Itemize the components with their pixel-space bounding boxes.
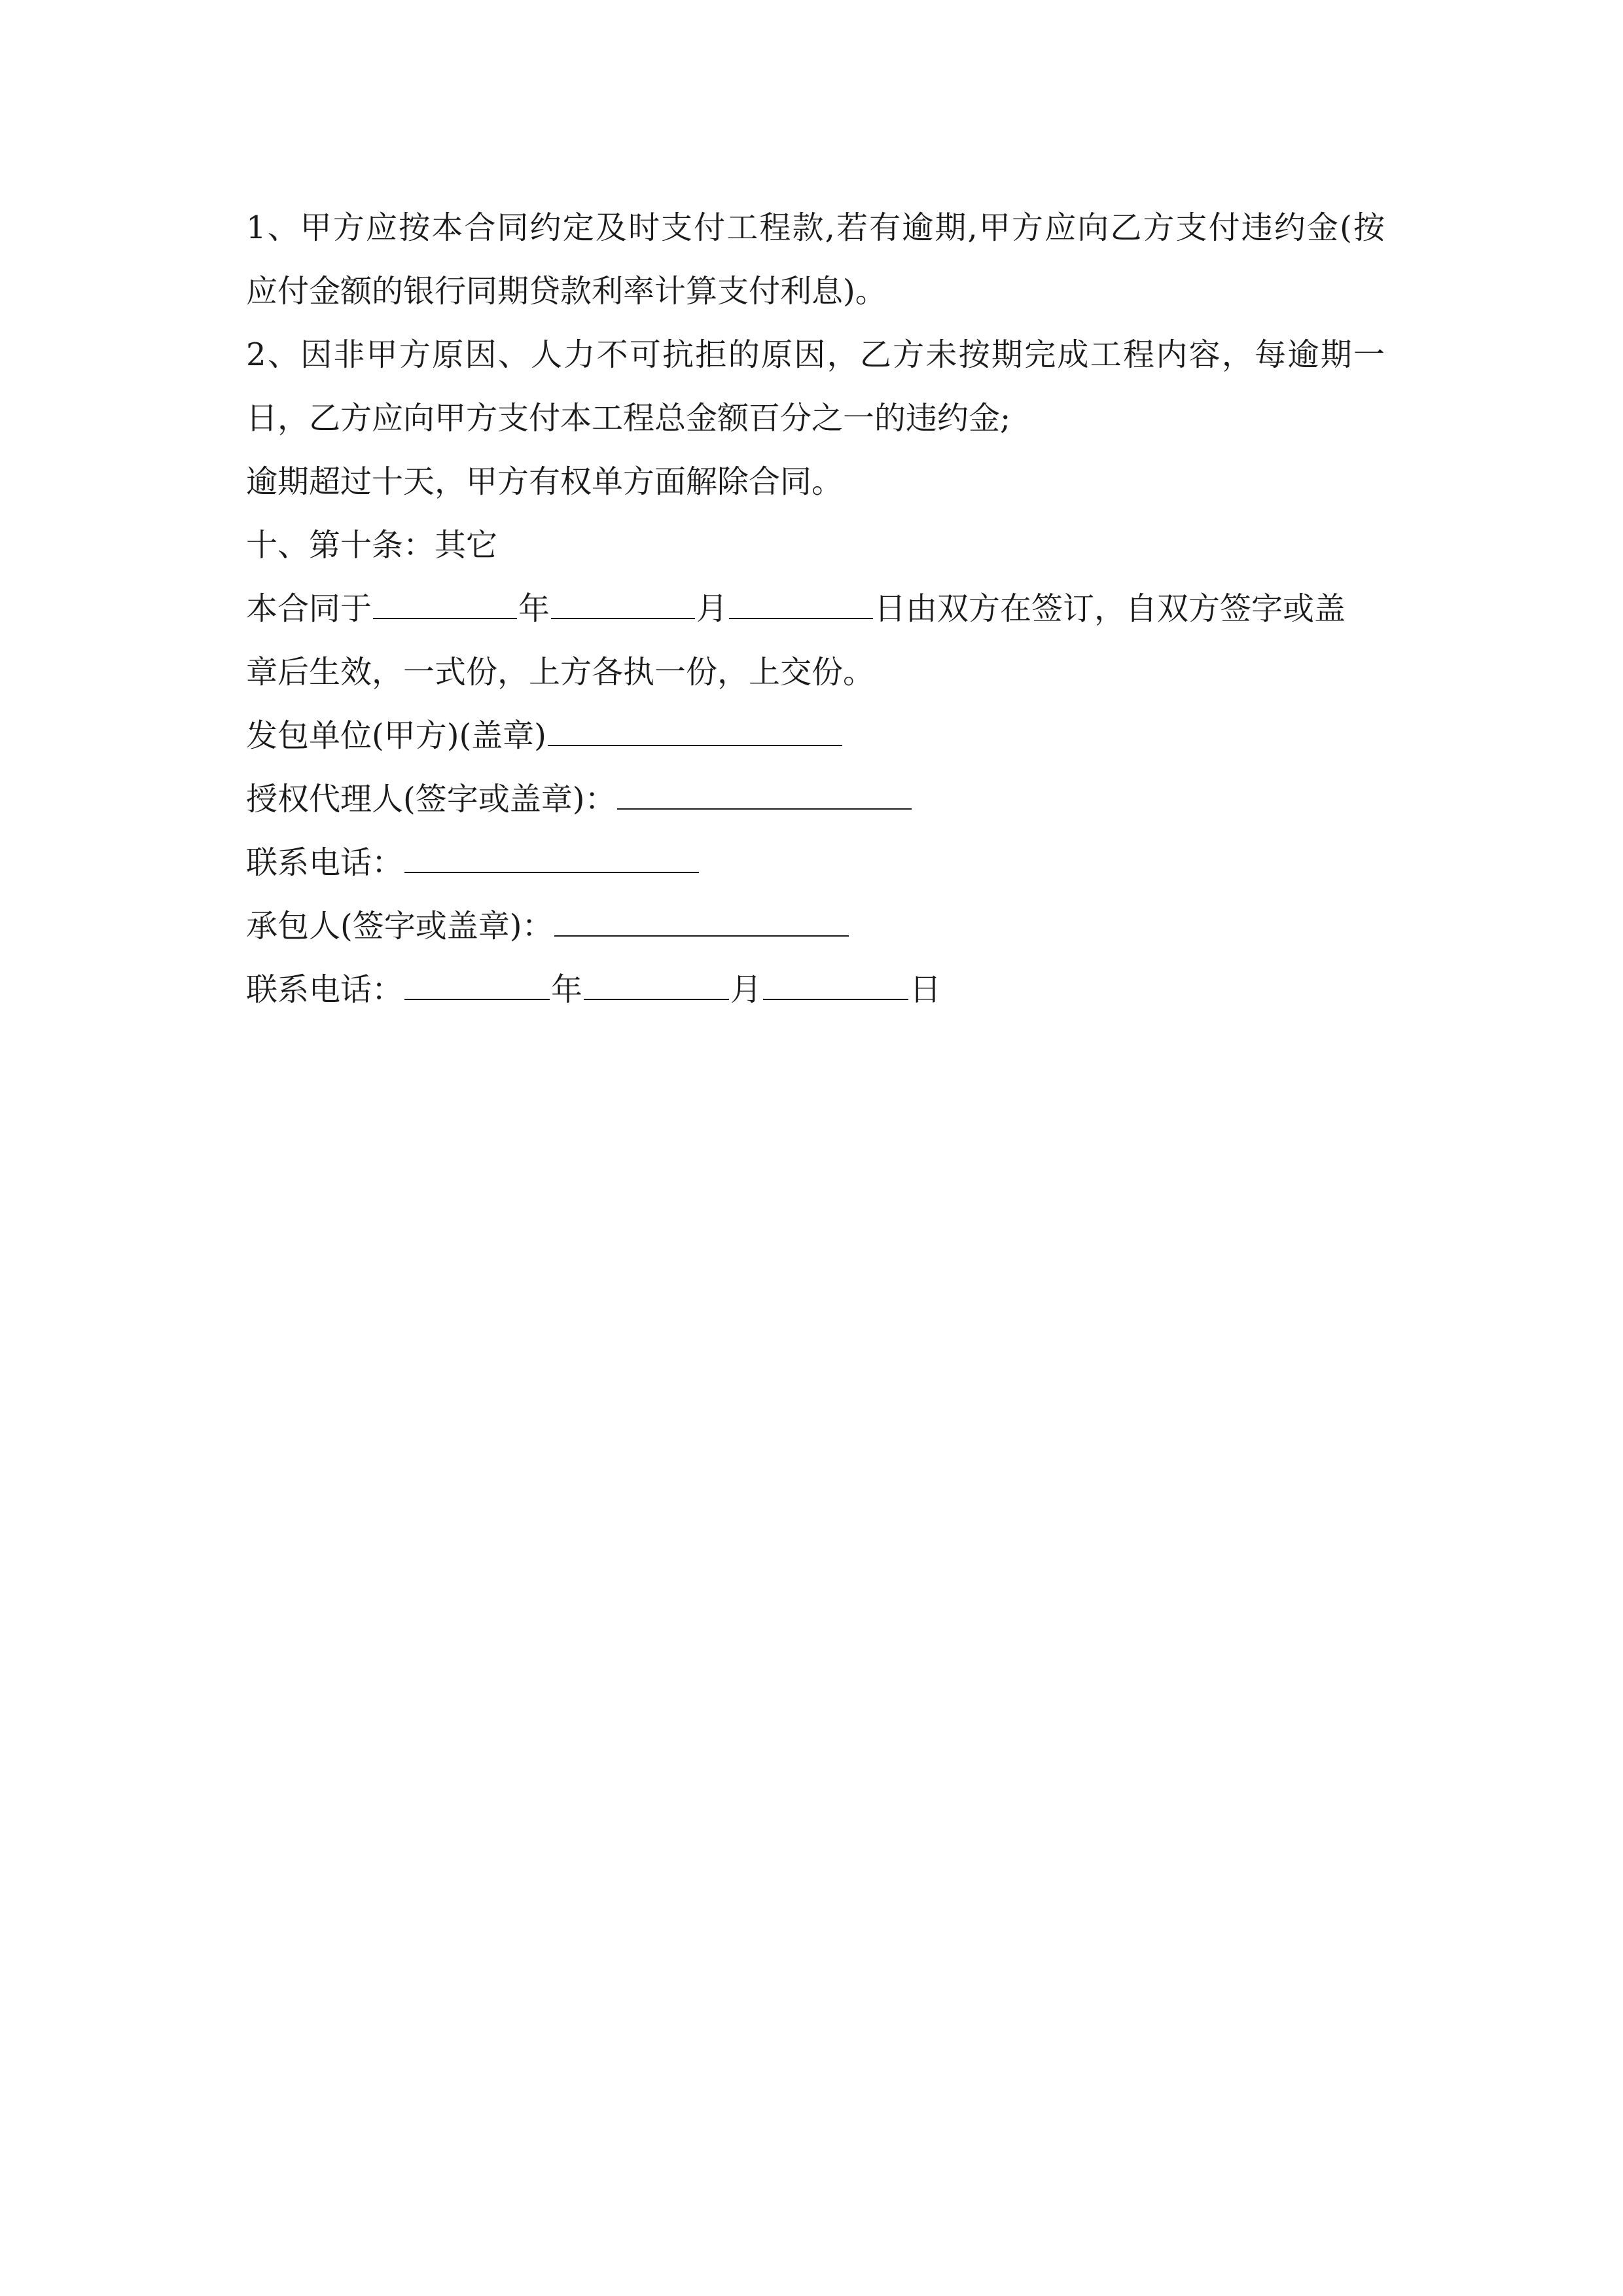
- sign-year-label: 年: [551, 971, 583, 1008]
- contractor-signature-line: [246, 895, 1385, 958]
- employer-phone-line: [246, 831, 1385, 895]
- sign-year-blank[interactable]: [404, 958, 550, 1000]
- effective-date-line: [246, 577, 1385, 641]
- clause-2-line-1: 2、因非甲方原因、人力不可抗拒的原因，乙方未按期完成工程内容，每逾期一: [246, 336, 1385, 373]
- effective-prefix: 本合同于: [246, 590, 372, 627]
- employer-seal-blank[interactable]: [548, 704, 842, 746]
- contractor-label: 承包人(签字或盖章)：: [246, 908, 554, 944]
- clause-2-line-3: 逾期超过十天，甲方有权单方面解除合同。: [246, 463, 844, 500]
- clause-1-line-2: 应付金额的银行同期贷款利率计算支付利息)。: [246, 273, 887, 310]
- effective-suffix: 日由双方在签订，自双方签字或盖: [874, 590, 1346, 627]
- contractor-phone-date-line: [246, 958, 1385, 1022]
- month-label: 月: [696, 590, 728, 627]
- sign-day-label: 日: [910, 971, 942, 1008]
- employer-phone-blank[interactable]: [404, 831, 699, 873]
- clause-1-line-1: 1、甲方应按本合同约定及时支付工程款,若有逾期,甲方应向乙方支付违约金(按: [246, 209, 1385, 246]
- month-blank[interactable]: [551, 577, 695, 619]
- year-label: 年: [518, 590, 550, 627]
- agent-signature-line: [246, 768, 1385, 831]
- sign-month-label: 月: [730, 971, 762, 1008]
- article-10-heading: 十、第十条：其它: [246, 527, 498, 564]
- sign-month-blank[interactable]: [584, 958, 729, 1000]
- contractor-signature-blank[interactable]: [554, 895, 849, 937]
- agent-label: 授权代理人(签字或盖章)：: [246, 781, 616, 817]
- phone-label-1: 联系电话：: [246, 844, 404, 881]
- day-blank[interactable]: [729, 577, 873, 619]
- effective-line-2: 章后生效，一式份，上方各执一份，上交份。: [246, 654, 875, 691]
- employer-label: 发包单位(甲方)(盖章): [246, 717, 546, 754]
- sign-day-blank[interactable]: [763, 958, 908, 1000]
- phone-label-2: 联系电话：: [246, 971, 404, 1008]
- employer-signature-line: [246, 704, 1385, 768]
- clause-2-line-2: 日，乙方应向甲方支付本工程总金额百分之一的违约金;: [246, 400, 1011, 437]
- year-blank[interactable]: [373, 577, 517, 619]
- document-body: [246, 196, 1385, 1022]
- agent-signature-blank[interactable]: [617, 768, 912, 810]
